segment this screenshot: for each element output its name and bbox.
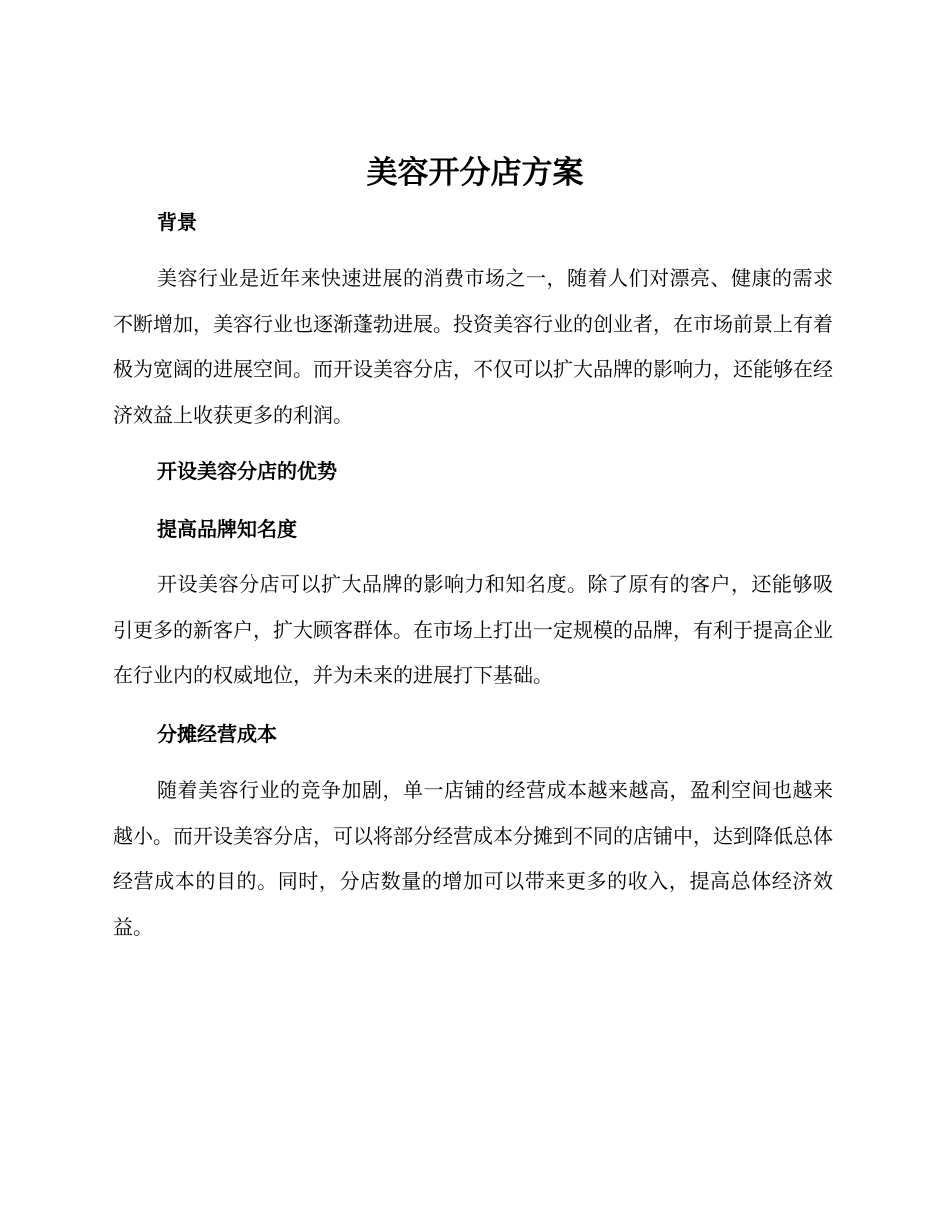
section-heading-cost-sharing: 分摊经营成本 bbox=[157, 722, 277, 746]
document-title: 美容开分店方案 bbox=[366, 155, 584, 191]
section-paragraph-brand-awareness: 开设美容分店可以扩大品牌的影响力和知名度。除了原有的客户，还能够吸引更多的新客户，扩大顾客群体。在市场上打出一定规模的品牌，有利于提高企业在行业内的权威地位，并为未来的进展打下基础。 bbox=[113, 572, 833, 687]
section-heading-background: 背景 bbox=[157, 210, 197, 234]
section-paragraph-cost-sharing: 随着美容行业的竞争加剧，单一店铺的经营成本越来越高，盈利空间也越来越小。而开设美容分店，可以将部分经营成本分摊到不同的店铺中，达到降低总体经营成本的目的。同时，分店数量的增加可以带来更多的收入，提高总体经济效益。 bbox=[113, 778, 833, 939]
section-paragraph-background: 美容行业是近年来快速进展的消费市场之一，随着人们对漂亮、健康的需求不断增加，美容行业也逐渐蓬勃进展。投资美容行业的创业者，在市场前景上有着极为宽阔的进展空间。而开设美容分店，不仅可以扩大品牌的影响力，还能够在经济效益上收获更多的利润。 bbox=[113, 266, 833, 427]
section-heading-advantages: 开设美容分店的优势 bbox=[157, 459, 337, 483]
section-heading-brand-awareness: 提高品牌知名度 bbox=[157, 517, 297, 541]
